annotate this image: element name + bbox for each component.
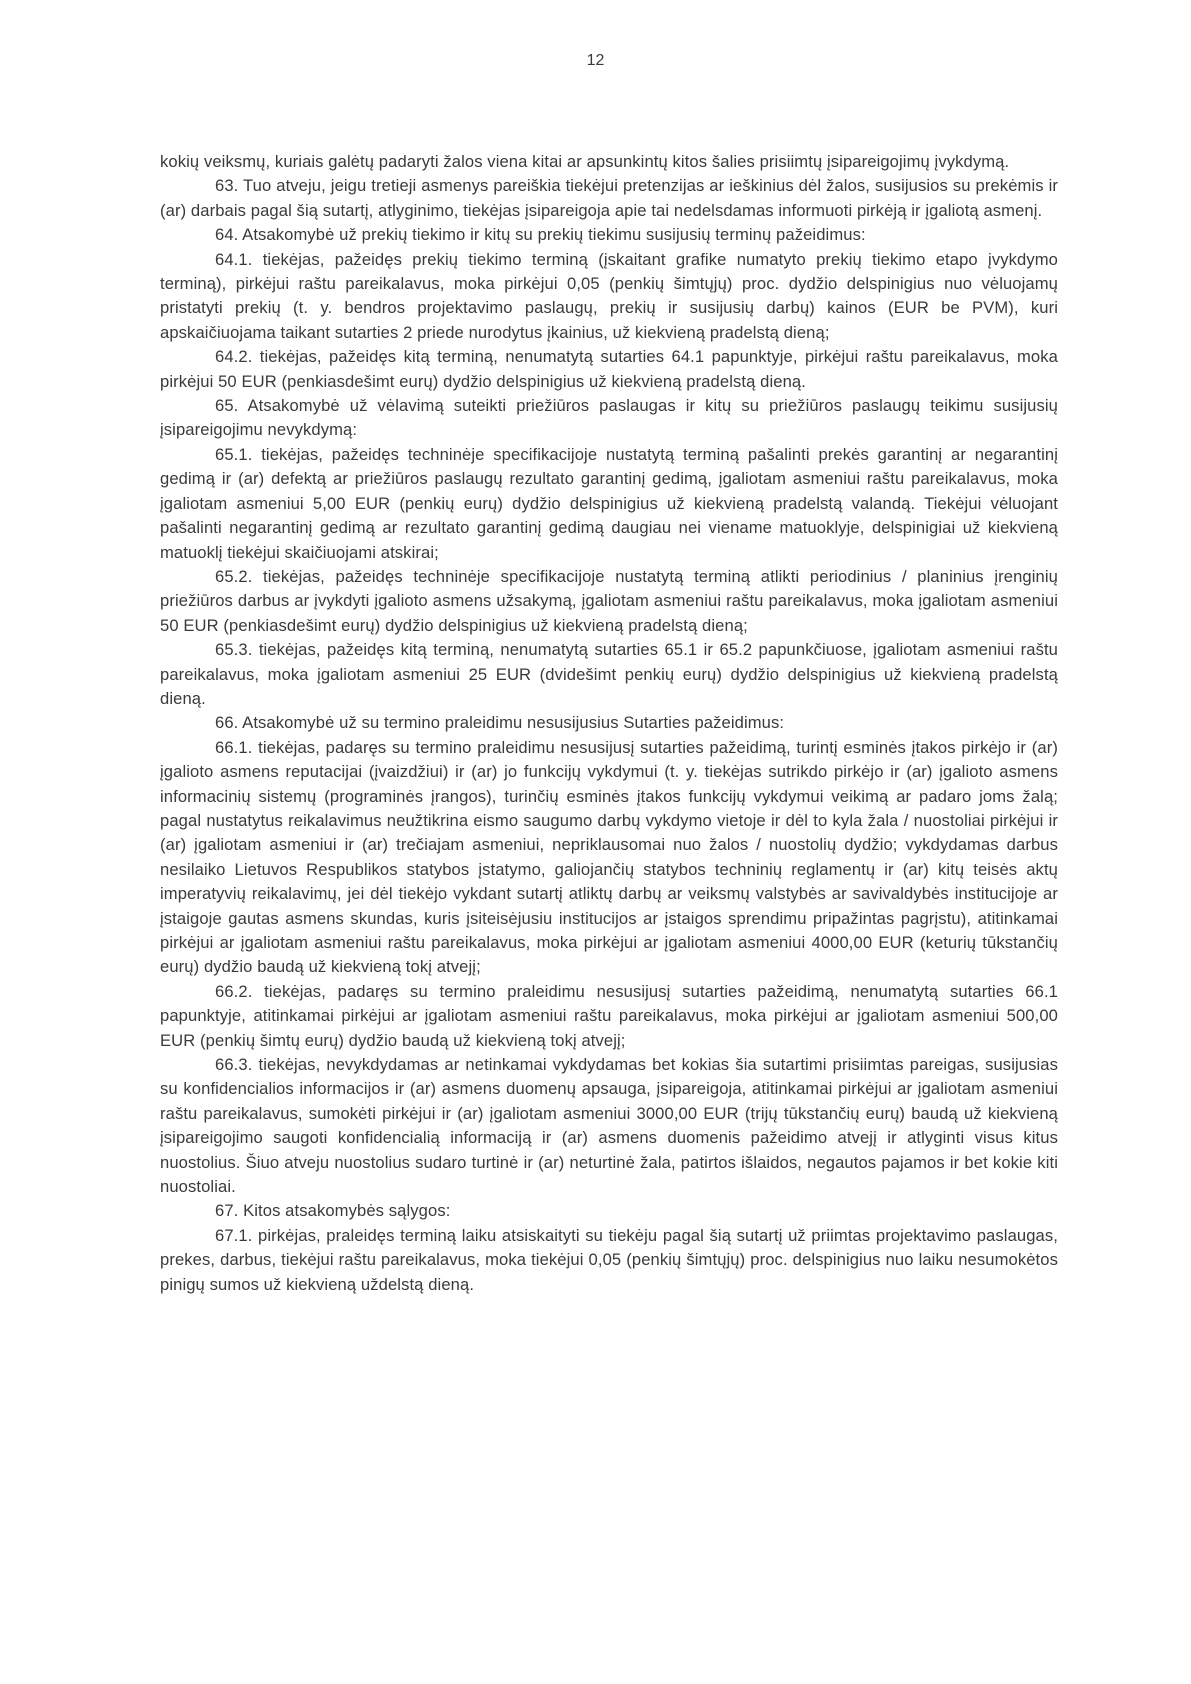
paragraph-64-1: 64.1. tiekėjas, pažeidęs prekių tiekimo terminą (įskaitant grafike numatyto prekių tiekimo etapo įvykdymo terminą), pirkėjui raštu pareikalavus, moka pirkėjui 0,05 (penkių šimtųjų) proc. dydžio delspinigius nuo vėluojamų pristatyti prekių (t. y. bendros projektavimo paslaugų, prekių ir susijusių darbų) kainos (EUR be PVM), kuri apskaičiuojama taikant sutarties 2 priede nurodytus įkainius, už kiekvieną pradelstą dieną;: [160, 249, 1058, 342]
paragraph-67-1: 67.1. pirkėjas, praleidęs terminą laiku atsiskaityti su tiekėju pagal šią sutartį už priimtas projektavimo paslaugas, prekes, darbus, tiekėjui raštu pareikalavus, moka tiekėjui 0,05 (penkių šimtųjų) proc. delspinigius nuo laiku nesumokėtos pinigų sumos už kiekvieną uždelstą dieną.: [160, 1225, 1058, 1294]
paragraph-64-2: 64.2. tiekėjas, pažeidęs kitą terminą, nenumatytą sutarties 64.1 papunktyje, pirkėjui raštu pareikalavus, moka pirkėjui 50 EUR (penkiasdešimt eurų) dydžio delspinigius už kiekvieną pradelstą dieną.: [160, 347, 1058, 391]
paragraph-continuation: kokių veiksmų, kuriais galėtų padaryti žalos viena kitai ar apsunkintų kitos šalies prisiimtų įsipareigojimų įvykdymą.: [160, 152, 1010, 171]
paragraph-64: 64. Atsakomybė už prekių tiekimo ir kitų su prekių tiekimu susijusių terminų pažeidimus:: [215, 225, 866, 245]
paragraph-66-1: 66.1. tiekėjas, padaręs su termino praleidimu nesusijusį sutarties pažeidimą, turintį esminės įtakos pirkėjo ir (ar) įgalioto asmens reputacijai (įvaizdžiui) ir (ar) jo funkcijų vykdymui (t. y. tiekėjas sutrikdo pirkėjo ir (ar) įgalioto asmens informacinių sistemų (programinės įrangos), turinčių esminės įtakos funkcijų vykdymui veikimą ar padaro joms žalą; pagal nustatytus reikalavimus neužtikrina eismo saugumo darbų vykdymo vietoje ir dėl to kyla žala / nuostoliai pirkėjui ir (ar) įgaliotam asmeniui ir (ar) trečiajam asmeniui, nepriklausomai nuo žalos / nuostolių dydžio; vykdydamas darbus nesilaiko Lietuvos Respublikos statybos įstatymo, galiojančių statybos techninių reglamentų ir (ar) kitų teisės aktų imperatyvių reikalavimų, jei dėl tiekėjo vykdant sutartį atliktų darbų ar veiksmų valstybės ar savivaldybės institucijoje ar įstaigoje gautas asmens skundas, kuris įsiteisėjusiu institucijos ar įstaigos sprendimu pripažintas pagrįstu), atitinkamai pirkėjui ar įgaliotam asmeniui raštu pareikalavus, moka pirkėjui ar įgaliotam asmeniui 4000,00 EUR (keturių tūkstančių eurų) dydžio baudą už kiekvieną tokį atvejį;: [160, 737, 1058, 977]
page-number: 12: [586, 52, 605, 69]
paragraph-67: 67. Kitos atsakomybės sąlygos:: [215, 1201, 451, 1221]
paragraph-66-2: 66.2. tiekėjas, padaręs su termino praleidimu nesusijusį sutarties pažeidimą, nenumatytą sutarties 66.1 papunktyje, atitinkamai pirkėjui ar įgaliotam asmeniui raštu pareikalavus, moka pirkėjui ar įgaliotam asmeniui 500,00 EUR (penkių šimtų eurų) dydžio baudą už kiekvieną tokį atvejį;: [160, 981, 1058, 1050]
paragraph-63: 63. Tuo atveju, jeigu tretieji asmenys pareiškia tiekėjui pretenzijas ar ieškinius dėl žalos, susijusios su prekėmis ir (ar) darbais pagal šią sutartį, atlyginimo, tiekėjas įsipareigoja apie tai nedelsdamas informuoti pirkėją ir įgaliotą asmenį.: [160, 176, 1058, 220]
paragraph-66-3: 66.3. tiekėjas, nevykdydamas ar netinkamai vykdydamas bet kokias šia sutartimi prisiimtas pareigas, susijusias su konfidencialios informacijos ir (ar) asmens duomenų apsauga, įsipareigoja, atitinkamai pirkėjui ar įgaliotam asmeniui raštu pareikalavus, sumokėti pirkėjui ir (ar) įgaliotam asmeniui 3000,00 EUR (trijų tūkstančių eurų) baudą už kiekvieną įsipareigojimo saugoti konfidencialią informaciją ir (ar) asmens duomenis pažeidimo atvejį ir atlyginti visus kitus nuostolius. Šiuo atveju nuostolius sudaro turtinė ir (ar) neturtinė žala, patirtos išlaidos, negautos pajamos ir bet kokie kiti nuostoliai.: [160, 1055, 1058, 1197]
document-body: [160, 150, 1058, 1297]
paragraph-65-3: 65.3. tiekėjas, pažeidęs kitą terminą, nenumatytą sutarties 65.1 ir 65.2 papunkčiuose, įgaliotam asmeniui raštu pareikalavus, moka įgaliotam asmeniui 25 EUR (dvidešimt penkių eurų) dydžio delspinigius už kiekvieną pradelstą dieną.: [160, 640, 1058, 708]
paragraph-65: 65. Atsakomybė už vėlavimą suteikti priežiūros paslaugas ir kitų su priežiūros paslaugų teikimu susijusių įsipareigojimu nevykdymą:: [160, 396, 1058, 440]
paragraph-66: 66. Atsakomybė už su termino praleidimu nesusijusius Sutarties pažeidimus:: [215, 713, 785, 733]
paragraph-65-1: 65.1. tiekėjas, pažeidęs techninėje specifikacijoje nustatytą terminą pašalinti prekės garantinį ar negarantinį gedimą ir (ar) defektą ar priežiūros paslaugų rezultato garantinį gedimą, įgaliotam asmeniui raštu pareikalavus, moka įgaliotam asmeniui 5,00 EUR (penkių eurų) dydžio delspinigius už kiekvieną pradelstą valandą. Tiekėjui vėluojant pašalinti negarantinį gedimą ar rezultato garantinį gedimą daugiau nei viename matuoklyje, delspinigiai už kiekvieną matuoklį tiekėjui skaičiuojami atskirai;: [160, 444, 1058, 562]
paragraph-65-2: 65.2. tiekėjas, pažeidęs techninėje specifikacijoje nustatytą terminą atlikti periodinius / planinius įrenginių priežiūros darbus ar įvykdyti įgalioto asmens užsakymą, įgaliotam asmeniui raštu pareikalavus, moka įgaliotam asmeniui 50 EUR (penkiasdešimt eurų) dydžio delspinigius už kiekvieną pradelstą dieną;: [160, 566, 1058, 635]
